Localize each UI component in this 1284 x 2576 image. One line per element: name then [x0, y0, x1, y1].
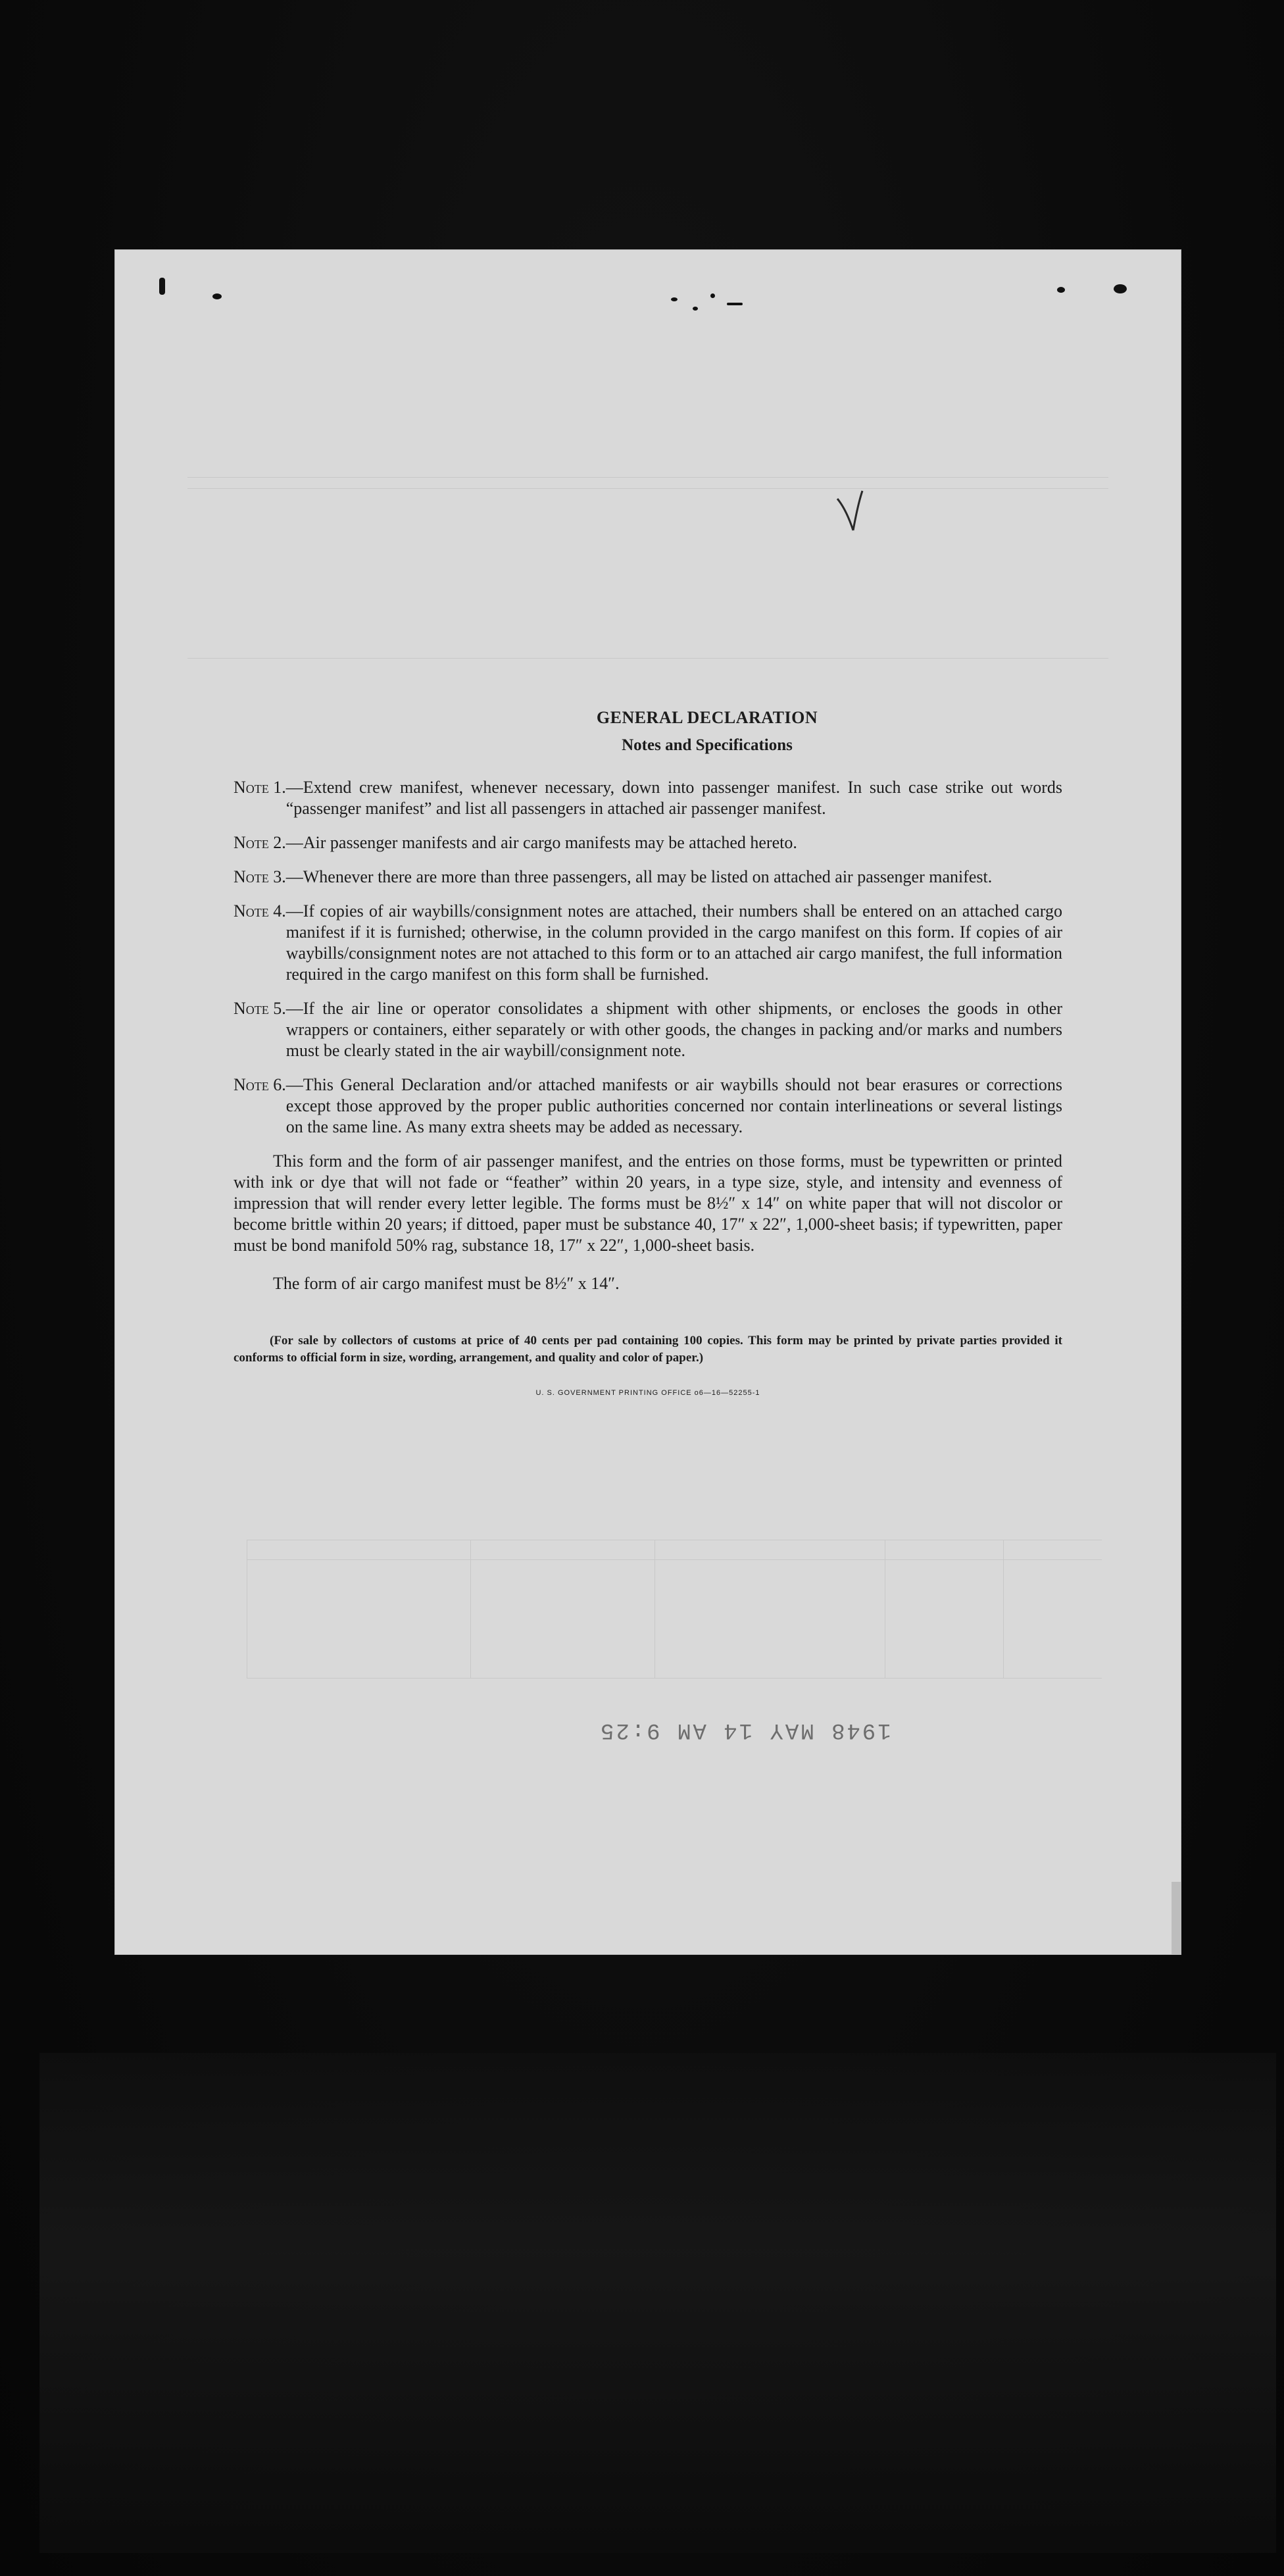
page-curl	[1172, 1882, 1181, 1954]
note-text: —Air passenger manifests and air cargo manifests may be attached hereto.	[285, 833, 797, 852]
bleed-rule	[247, 1678, 1102, 1679]
bleed-rule	[654, 1540, 655, 1678]
scan-speck	[212, 293, 222, 299]
note-label: Note 6.	[234, 1075, 286, 1094]
pen-check-mark	[832, 487, 872, 540]
note-label: Note 3.	[234, 867, 286, 886]
note-text: —Extend crew manifest, whenever necessary, down into passenger manifest. In such case strike out words “passenger manifest” and list all passengers in attached air passenger manifest.	[285, 778, 1062, 818]
notes-section	[234, 707, 1062, 1403]
note-text: —If copies of air waybills/consignment notes are attached, their numbers shall be entered on an attached cargo manifest if it is furnished; otherwise, in the column provided in the cargo manifest on this form. If copies of air waybills/consignment notes are not attached to this form or to an attached air cargo manifest, the full information required in the cargo manifest on this form shall be furnished.	[285, 901, 1062, 984]
film-band	[39, 2053, 1276, 2553]
date-received-stamp: 1948 MAY 14 AM 9:25	[599, 1717, 891, 1742]
note-6	[234, 1074, 1062, 1138]
printing-office-line: U. S. GOVERNMENT PRINTING OFFICE o6—16—52255-1	[535, 1389, 760, 1397]
note-4	[234, 901, 1062, 985]
page-subtitle: Notes and Specifications	[622, 736, 793, 754]
cargo-manifest-paragraph: The form of air cargo manifest must be 8½″ x 14″.	[273, 1274, 620, 1293]
bleed-rule	[187, 658, 1108, 659]
note-3	[234, 867, 1062, 888]
scan-speck	[1057, 287, 1065, 293]
bleed-rule	[1003, 1540, 1004, 1678]
scan-speck	[710, 293, 715, 298]
note-5	[234, 998, 1062, 1061]
note-label: Note 5.	[234, 999, 286, 1018]
note-text: —This General Declaration and/or attached manifests or air waybills should not bear erasures or corrections except those approved by the proper public authorities concerned nor contain interlineations or several listings on the same line. As many extra sheets may be added as necessary.	[285, 1075, 1062, 1136]
bleed-rule	[187, 488, 1108, 489]
note-label: Note 4.	[234, 901, 286, 921]
scan-speck	[1114, 284, 1127, 293]
scan-speck	[159, 278, 165, 295]
scan-speck	[693, 307, 698, 311]
page-title: GENERAL DECLARATION	[596, 708, 818, 727]
bleed-rule	[187, 477, 1108, 478]
scan-speck	[727, 303, 743, 305]
bleed-rule	[247, 1559, 1102, 1560]
note-1	[234, 777, 1062, 819]
note-text: —If the air line or operator consolidates a shipment with other shipments, or encloses the goods in other wrappers or containers, either separately or with other goods, the changes in packing and/or marks and numbers must be clearly stated in the air waybill/consignment note.	[285, 999, 1062, 1060]
document-page	[115, 250, 1181, 1954]
form-requirements-paragraph: This form and the form of air passenger manifest, and the entries on those forms, must be typewritten or printed with ink or dye that will not fade or “feather” within 20 years, in a type size, style, and intensity and evenness of impression that will render every letter legible. The forms must be 8½″ x 14″ on white paper that will not discolor or become brittle within 20 years; if dittoed, paper must be substance 40, 17″ x 22″, 1,000-sheet basis; if typewritten, paper must be bond manifold 50% rag, substance 18, 17″ x 22″, 1,000-sheet basis.	[234, 1151, 1062, 1255]
scan-speck	[671, 297, 678, 301]
sale-notice: (For sale by collectors of customs at price of 40 cents per pad containing 100 copies. This form may be printed by private parties provided it conforms to official form in size, wording, arrangement, and quality and color of paper.)	[234, 1334, 1062, 1365]
bleed-rule	[470, 1540, 471, 1678]
note-2	[234, 832, 1062, 853]
note-text: —Whenever there are more than three passengers, all may be listed on attached air passenger manifest.	[285, 867, 993, 886]
note-label: Note 1.	[234, 778, 286, 797]
note-label: Note 2.	[234, 833, 286, 852]
